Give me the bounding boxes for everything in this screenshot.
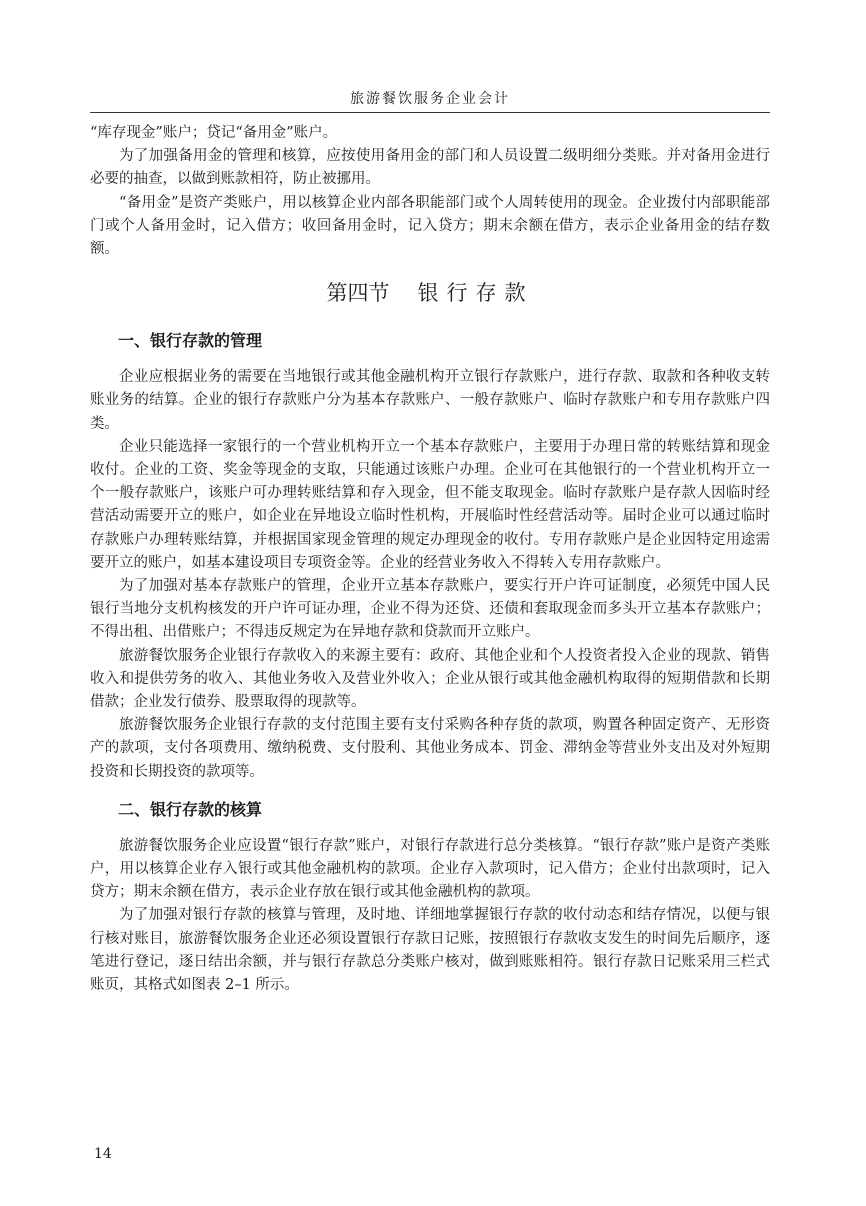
subsection-heading: 一、银行存款的管理 bbox=[118, 331, 263, 351]
body-paragraph: 旅游餐饮服务企业银行存款的支付范围主要有支付采购各种存货的款项，购置各种固定资产、无形资产的款项，支付各项费用、缴纳税费、支付股利、其他业务成本、罚金、滞纳金等营业外支出及对外短期投资和长期投资的款项等。 bbox=[90, 717, 770, 780]
section-name: 银行存款 bbox=[417, 281, 534, 306]
header-rule bbox=[90, 112, 770, 113]
body-paragraph: “备用金”是资产类账户，用以核算企业内部各职能部门或个人周转使用的现金。企业拨付内部职能部门或个人备用金时，记入借方；收回备用金时，记入贷方；期末余额在借方，表示企业备用金的结存数额。 bbox=[90, 194, 770, 258]
section-number: 第四节 bbox=[326, 281, 390, 306]
body-paragraph: 为了加强备用金的管理和核算，应按使用备用金的部门和人员设置二级明细分类账。并对备用金进行必要的抽查，以做到账款相符，防止被挪用。 bbox=[90, 148, 770, 188]
body-paragraph: 企业只能选择一家银行的一个营业机构开立一个基本存款账户，主要用于办理日常的转账结算和现金收付。企业的工资、奖金等现金的支取，只能通过该账户办理。企业可在其他银行的一个营业机构开立一个一般存款账户，该账户可办理转账结算和存入现金，但不能支取现金。临时存款账户是存款人因临时经营活动需要开立的账户，如企业在异地设立临时性机构，开展临时性经营活动等。届时企业可以通过临时存款账户办理转账结算，并根据国家现金管理的规定办理现金的收付。专用存款账户是企业因特定用途需要开立的账户，如基本建设项目专项资金等。企业的经营业务收入不得转入专用存款账户。 bbox=[90, 438, 770, 571]
body-paragraph: 为了加强对银行存款的核算与管理，及时地、详细地掌握银行存款的收付动态和结存情况，以便与银行核对账目，旅游餐饮服务企业还必须设置银行存款日记账，按照银行存款收支发生的时间先后顺序，逐笔进行登记，逐日结出余额，并与银行存款总分类账户核对，做到账账相符。银行存款日记账采用三栏式账页，其格式如图表 2–1 所示。 bbox=[90, 907, 770, 994]
page-body bbox=[90, 122, 770, 997]
body-paragraph: “库存现金”账户；贷记“备用金”账户。 bbox=[90, 125, 338, 141]
body-paragraph: 为了加强对基本存款账户的管理，企业开立基本存款账户，要实行开户许可证制度，必须凭中国人民银行当地分支机构核发的开户许可证办理，企业不得为还贷、还债和套取现金而多头开立基本存款账户；不得出租、出借账户；不得违反规定为在异地存款和贷款而开立账户。 bbox=[90, 578, 770, 641]
subsection-heading: 二、银行存款的核算 bbox=[118, 799, 263, 819]
body-paragraph: 旅游餐饮服务企业应设置“银行存款”账户，对银行存款进行总分类核算。“银行存款”账户是资产类账户，用以核算企业存入银行或其他金融机构的款项。企业存入款项时，记入借方；企业付出款项时，记入贷方；期末余额在借方，表示企业存放在银行或其他金融机构的款项。 bbox=[90, 837, 770, 901]
section-title bbox=[90, 278, 770, 308]
body-paragraph: 企业应根据业务的需要在当地银行或其他金融机构开立银行存款账户，进行存款、取款和各种收支转账业务的结算。企业的银行存款账户分为基本存款账户、一般存款账户、临时存款账户和专用存款账户四类。 bbox=[90, 369, 770, 432]
running-header: 旅游餐饮服务企业会计 bbox=[350, 91, 510, 107]
body-paragraph: 旅游餐饮服务企业银行存款收入的来源主要有：政府、其他企业和个人投资者投入企业的现款、销售收入和提供劳务的收入、其他业务收入及营业外收入；企业从银行或其他金融机构取得的短期借款和长期借款；企业发行债券、股票取得的现款等。 bbox=[90, 647, 770, 711]
page-number: 14 bbox=[94, 1146, 112, 1162]
